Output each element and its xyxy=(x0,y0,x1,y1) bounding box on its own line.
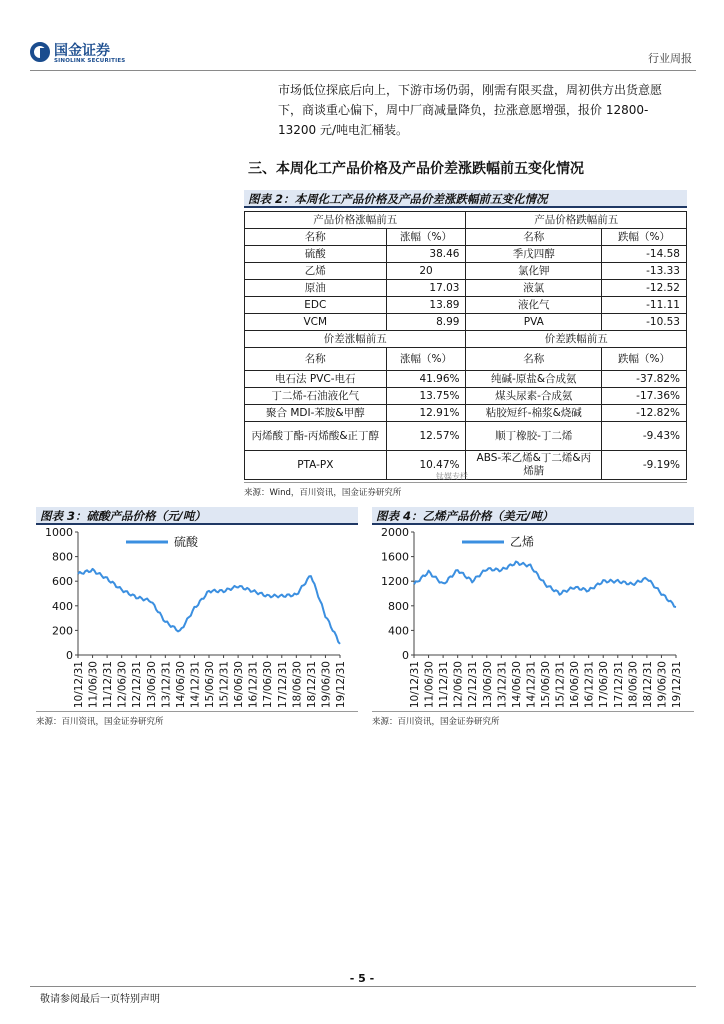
x-tick-label: 18/12/31 xyxy=(305,661,318,709)
logo-en-text: SINOLINK SECURITIES xyxy=(54,58,126,64)
cell-down-name: 顺丁橡胶-丁二烯 xyxy=(466,422,602,451)
spread-down-header: 价差跌幅前五 xyxy=(466,331,687,348)
cell-up-name: 硫酸 xyxy=(245,246,387,263)
cell-up-name: VCM xyxy=(245,314,387,331)
x-tick-label: 14/12/31 xyxy=(525,661,538,709)
cell-up-val: 13.75% xyxy=(386,388,466,405)
legend-label: 乙烯 xyxy=(510,535,535,549)
cell-up-val: 13.89 xyxy=(386,297,466,314)
cell-up-val: 12.91% xyxy=(386,405,466,422)
y-tick-label: 0 xyxy=(66,649,73,662)
col-name: 名称 xyxy=(245,229,387,246)
figure3-source: 来源：百川资讯，国金证券研究所 xyxy=(36,717,164,727)
x-tick-label: 11/12/31 xyxy=(102,661,115,709)
y-tick-label: 2000 xyxy=(381,526,409,539)
cell-down-val: -9.19% xyxy=(602,451,687,480)
figure4-bottom-rule xyxy=(372,711,694,712)
x-tick-label: 16/12/31 xyxy=(583,661,596,709)
col-down: 跌幅（%） xyxy=(602,348,687,371)
col-name: 名称 xyxy=(245,348,387,371)
figure3-title: 图表 3：硫酸产品价格（元/吨） xyxy=(36,507,358,525)
x-tick-label: 16/06/30 xyxy=(233,661,246,709)
cell-down-name: PVA xyxy=(466,314,602,331)
cell-down-name: ABS-苯乙烯&丁二烯&丙烯腈 xyxy=(466,451,602,480)
x-tick-label: 12/06/30 xyxy=(452,661,465,709)
y-tick-label: 200 xyxy=(52,624,73,638)
cell-down-name: 季戊四醇 xyxy=(466,246,602,263)
y-tick-label: 400 xyxy=(388,624,409,638)
cell-down-name: 煤头尿素-合成氨 xyxy=(466,388,602,405)
sulfuric-acid-price-chart xyxy=(36,525,358,711)
cell-down-name: 液氯 xyxy=(466,280,602,297)
x-tick-label: 10/12/31 xyxy=(409,661,421,709)
company-logo xyxy=(30,42,150,66)
x-tick-label: 12/12/31 xyxy=(131,661,144,709)
y-tick-label: 600 xyxy=(52,575,73,589)
cell-up-val: 10.47% xyxy=(386,451,466,480)
x-tick-label: 17/12/31 xyxy=(276,661,289,709)
cell-up-val: 12.57% xyxy=(386,422,466,451)
col-up: 涨幅（%） xyxy=(386,348,466,371)
x-tick-label: 10/12/31 xyxy=(73,661,85,709)
table-row xyxy=(245,388,687,405)
cell-down-val: -14.58 xyxy=(602,246,687,263)
col-up: 涨幅（%） xyxy=(386,229,466,246)
section-title: 三、本周化工产品价格及产品价差涨跌幅前五变化情况 xyxy=(248,161,584,177)
x-tick-label: 13/06/30 xyxy=(481,661,494,709)
x-tick-label: 14/06/30 xyxy=(510,661,523,709)
table-group-header xyxy=(245,212,687,229)
cell-down-val: -12.52 xyxy=(602,280,687,297)
table-row xyxy=(245,371,687,388)
cell-up-name: 丁二烯-石油液化气 xyxy=(245,388,387,405)
table-column-header xyxy=(245,229,687,246)
price-change-table xyxy=(244,211,687,480)
x-tick-label: 16/06/30 xyxy=(569,661,582,709)
cell-up-name: 乙烯 xyxy=(245,263,387,280)
figure2-source: 来源：Wind，百川资讯，国金证券研究所 xyxy=(244,488,402,498)
cell-up-val: 20 xyxy=(386,263,466,280)
x-tick-label: 15/06/30 xyxy=(540,661,552,709)
cell-up-name: 丙烯酸丁酯-丙烯酸&正丁醇 xyxy=(245,422,387,451)
x-tick-label: 19/06/30 xyxy=(656,661,669,709)
series-line xyxy=(414,562,676,608)
intro-line-1: 市场低位探底后向上，下游市场仍弱，刚需有限买盘，周初供方出货意愿 xyxy=(278,83,663,97)
table-row xyxy=(245,405,687,422)
figure4-source: 来源：百川资讯，国金证券研究所 xyxy=(372,717,500,727)
cell-up-val: 41.96% xyxy=(386,371,466,388)
x-tick-label: 18/12/31 xyxy=(641,661,654,709)
y-tick-label: 800 xyxy=(388,599,409,613)
watermark-text: 钛媒专栏 xyxy=(436,472,468,481)
figure2-title: 图表 2：本周化工产品价格及产品价差涨跌幅前五变化情况 xyxy=(244,190,687,208)
table-column-header xyxy=(245,348,687,371)
x-tick-label: 15/12/31 xyxy=(218,661,231,709)
footer-disclaimer: 敬请参阅最后一页特别声明 xyxy=(40,994,160,1005)
cell-down-val: -10.53 xyxy=(602,314,687,331)
x-tick-label: 17/06/30 xyxy=(262,661,275,709)
figure4-title: 图表 4：乙烯产品价格（美元/吨） xyxy=(372,507,694,525)
x-tick-label: 19/06/30 xyxy=(320,661,333,709)
y-tick-label: 0 xyxy=(402,649,409,662)
cell-down-name: 液化气 xyxy=(466,297,602,314)
x-tick-label: 12/12/31 xyxy=(467,661,480,709)
cell-up-name: 聚合 MDI-苯胺&甲醇 xyxy=(245,405,387,422)
x-tick-label: 15/12/31 xyxy=(554,661,567,709)
cell-up-name: 电石法 PVC-电石 xyxy=(245,371,387,388)
cell-down-val: -17.36% xyxy=(602,388,687,405)
series-line xyxy=(78,569,340,644)
figure3-bottom-rule xyxy=(36,711,358,712)
table-row xyxy=(245,297,687,314)
cell-down-name: 纯碱-原盐&合成氨 xyxy=(466,371,602,388)
y-tick-label: 1600 xyxy=(381,550,409,564)
x-tick-label: 16/12/31 xyxy=(247,661,260,709)
cell-down-val: -13.33 xyxy=(602,263,687,280)
y-tick-label: 1200 xyxy=(381,575,409,589)
cell-up-val: 38.46 xyxy=(386,246,466,263)
cell-up-name: 原油 xyxy=(245,280,387,297)
col-name: 名称 xyxy=(466,348,602,371)
header-divider xyxy=(30,70,696,71)
x-tick-label: 11/06/30 xyxy=(423,661,436,709)
col-name: 名称 xyxy=(466,229,602,246)
cell-down-val: -11.11 xyxy=(602,297,687,314)
y-tick-label: 1000 xyxy=(45,526,73,539)
x-tick-label: 14/06/30 xyxy=(174,661,187,709)
intro-line-3: 13200 元/吨电汇桶装。 xyxy=(278,123,409,137)
table-row xyxy=(245,314,687,331)
price-up-header: 产品价格涨幅前五 xyxy=(245,212,466,229)
col-down: 跌幅（%） xyxy=(602,229,687,246)
cell-down-val: -9.43% xyxy=(602,422,687,451)
x-tick-label: 13/06/30 xyxy=(145,661,158,709)
x-tick-label: 19/12/31 xyxy=(671,661,683,709)
spread-up-header: 价差涨幅前五 xyxy=(245,331,466,348)
x-tick-label: 17/06/30 xyxy=(598,661,611,709)
x-tick-label: 19/12/31 xyxy=(335,661,347,709)
page-number: - 5 - xyxy=(349,972,375,985)
cell-down-name: 粘胶短纤-棉浆&烧碱 xyxy=(466,405,602,422)
ethylene-price-chart xyxy=(372,525,694,711)
table-row xyxy=(245,422,687,451)
y-tick-label: 800 xyxy=(52,550,73,564)
intro-line-2: 下，商谈重心偏下，周中厂商减量降负，拉涨意愿增强，报价 12800- xyxy=(278,103,649,117)
x-tick-label: 12/06/30 xyxy=(116,661,129,709)
logo-cn-text: 国金证券 xyxy=(54,43,110,59)
logo-mark-icon xyxy=(30,42,50,62)
report-type: 行业周报 xyxy=(648,52,692,65)
figure2-bottom-rule xyxy=(244,482,687,483)
cell-up-name: PTA-PX xyxy=(245,451,387,480)
price-down-header: 产品价格跌幅前五 xyxy=(466,212,687,229)
footer-divider xyxy=(30,986,696,987)
table-row xyxy=(245,280,687,297)
x-tick-label: 11/12/31 xyxy=(438,661,451,709)
x-tick-label: 11/06/30 xyxy=(87,661,100,709)
x-tick-label: 18/06/30 xyxy=(627,661,640,709)
y-tick-label: 400 xyxy=(52,599,73,613)
table-group-header xyxy=(245,331,687,348)
x-tick-label: 13/12/31 xyxy=(160,661,173,709)
table-row xyxy=(245,246,687,263)
x-tick-label: 18/06/30 xyxy=(291,661,304,709)
x-tick-label: 13/12/31 xyxy=(496,661,509,709)
cell-up-val: 8.99 xyxy=(386,314,466,331)
cell-up-name: EDC xyxy=(245,297,387,314)
cell-up-val: 17.03 xyxy=(386,280,466,297)
cell-down-val: -37.82% xyxy=(602,371,687,388)
x-tick-label: 15/06/30 xyxy=(204,661,216,709)
legend-label: 硫酸 xyxy=(174,535,199,549)
x-tick-label: 17/12/31 xyxy=(612,661,625,709)
x-tick-label: 14/12/31 xyxy=(189,661,202,709)
cell-down-name: 氯化钾 xyxy=(466,263,602,280)
cell-down-val: -12.82% xyxy=(602,405,687,422)
table-row xyxy=(245,263,687,280)
